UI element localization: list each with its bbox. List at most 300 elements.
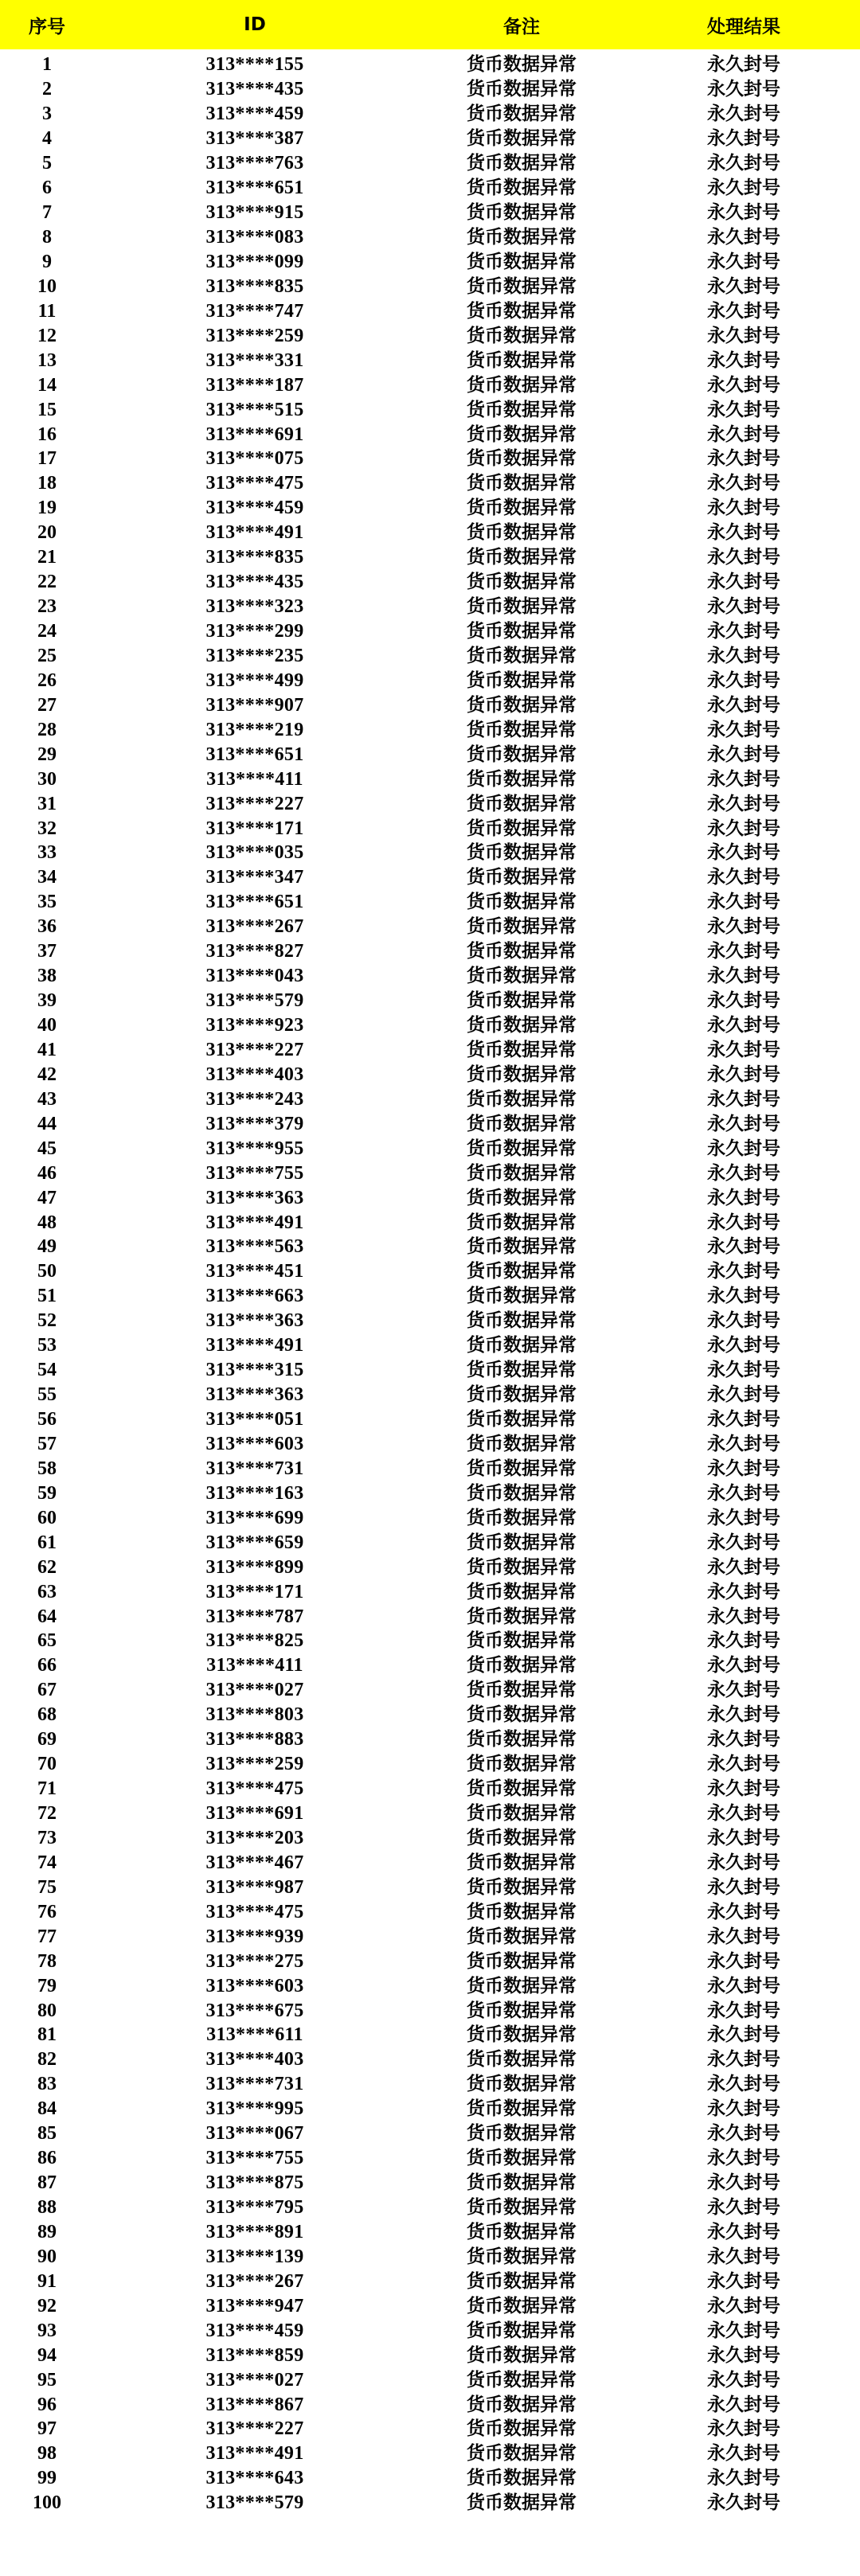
row-id: 313****259 [205, 1754, 304, 1775]
table-row [0, 1653, 860, 1678]
row-id: 313****467 [205, 1852, 304, 1873]
row-remark: 货币数据异常 [467, 1064, 577, 1085]
row-index: 37 [37, 941, 57, 962]
row-index: 58 [37, 1458, 57, 1479]
row-result: 永久封号 [707, 2074, 780, 2095]
row-result: 永久封号 [707, 1039, 780, 1060]
row-id: 313****835 [205, 547, 304, 568]
row-index: 99 [37, 2468, 57, 2489]
row-result: 永久封号 [707, 572, 780, 593]
row-remark: 货币数据异常 [467, 349, 577, 371]
row-index: 67 [37, 1680, 57, 1701]
row-result: 永久封号 [707, 1655, 780, 1676]
row-remark: 货币数据异常 [467, 103, 577, 125]
row-result: 永久封号 [707, 1852, 780, 1873]
table-row [0, 865, 860, 890]
row-index: 42 [37, 1064, 57, 1085]
row-index: 95 [37, 2369, 57, 2391]
table-row [0, 2466, 860, 2491]
row-remark: 货币数据异常 [467, 916, 577, 938]
row-result: 永久封号 [707, 2024, 780, 2046]
row-remark: 货币数据异常 [467, 990, 577, 1012]
row-remark: 货币数据异常 [467, 153, 577, 174]
row-index: 9 [42, 251, 52, 272]
table-row [0, 545, 860, 570]
row-id: 313****515 [205, 399, 304, 420]
row-index: 50 [37, 1261, 57, 1282]
row-result: 永久封号 [707, 744, 780, 765]
row-remark: 货币数据异常 [467, 2344, 577, 2366]
row-result: 永久封号 [707, 1162, 780, 1184]
table-row [0, 2244, 860, 2269]
row-id: 313****995 [205, 2098, 304, 2120]
row-index: 78 [37, 1950, 57, 1972]
table-row [0, 373, 860, 397]
table-row [0, 939, 860, 964]
row-id: 313****603 [205, 1433, 304, 1454]
row-id: 313****235 [205, 645, 304, 666]
row-index: 23 [37, 596, 57, 618]
row-id: 313****883 [205, 1729, 304, 1751]
row-index: 82 [37, 2049, 57, 2071]
row-result: 永久封号 [707, 2270, 780, 2292]
row-id: 313****563 [205, 1236, 304, 1258]
row-remark: 货币数据异常 [467, 572, 577, 593]
row-id: 313****475 [205, 1778, 304, 1800]
row-id: 313****691 [205, 1803, 304, 1825]
row-result: 永久封号 [707, 251, 780, 272]
row-result: 永久封号 [707, 423, 780, 445]
row-id: 313****435 [205, 572, 304, 593]
row-result: 永久封号 [707, 300, 780, 322]
row-id: 313****731 [205, 1458, 304, 1479]
table-row [0, 767, 860, 791]
row-result: 永久封号 [707, 1088, 780, 1110]
row-id: 313****347 [205, 867, 304, 888]
table-row [0, 2318, 860, 2343]
table-row [0, 816, 860, 841]
row-id: 313****923 [205, 1015, 304, 1036]
row-index: 13 [37, 349, 57, 371]
row-remark: 货币数据异常 [467, 1482, 577, 1504]
header-index: 序号 [29, 16, 65, 37]
row-result: 永久封号 [707, 2295, 780, 2316]
row-result: 永久封号 [707, 1754, 780, 1775]
table-row [0, 151, 860, 176]
row-remark: 货币数据异常 [467, 744, 577, 765]
row-result: 永久封号 [707, 1064, 780, 1085]
row-result: 永久封号 [707, 1310, 780, 1332]
row-result: 永久封号 [707, 768, 780, 790]
row-result: 永久封号 [707, 1138, 780, 1159]
row-index: 3 [42, 103, 52, 125]
row-index: 57 [37, 1433, 57, 1454]
row-result: 永久封号 [707, 349, 780, 371]
row-result: 永久封号 [707, 1581, 780, 1602]
row-id: 313****163 [205, 1482, 304, 1504]
row-remark: 货币数据异常 [467, 2320, 577, 2341]
row-result: 永久封号 [707, 2221, 780, 2242]
row-remark: 货币数据异常 [467, 1138, 577, 1159]
row-index: 56 [37, 1409, 57, 1430]
row-remark: 货币数据异常 [467, 2394, 577, 2415]
row-result: 永久封号 [707, 1113, 780, 1134]
row-result: 永久封号 [707, 103, 780, 125]
table-row [0, 2220, 860, 2245]
row-remark: 货币数据异常 [467, 2270, 577, 2292]
row-remark: 货币数据异常 [467, 596, 577, 618]
table-row [0, 102, 860, 127]
row-index: 17 [37, 448, 57, 470]
table-row [0, 1629, 860, 1653]
row-result: 永久封号 [707, 892, 780, 913]
row-index: 68 [37, 1704, 57, 1726]
row-remark: 货币数据异常 [467, 1433, 577, 1454]
table-row [0, 323, 860, 348]
row-index: 59 [37, 1482, 57, 1504]
row-id: 313****731 [205, 2074, 304, 2095]
row-result: 永久封号 [707, 621, 780, 642]
row-result: 永久封号 [707, 1532, 780, 1553]
row-id: 313****219 [205, 719, 304, 740]
row-result: 永久封号 [707, 2344, 780, 2366]
table-body [0, 49, 860, 2516]
table-row [0, 1407, 860, 1432]
table-row [0, 841, 860, 865]
table-row [0, 1161, 860, 1185]
table-row [0, 1777, 860, 1801]
row-result: 永久封号 [707, 596, 780, 618]
row-id: 313****787 [205, 1606, 304, 1627]
row-remark: 货币数据异常 [467, 2468, 577, 2489]
row-index: 72 [37, 1803, 57, 1825]
row-index: 47 [37, 1187, 57, 1208]
row-index: 27 [37, 694, 57, 716]
row-remark: 货币数据异常 [467, 1286, 577, 1307]
row-id: 313****651 [205, 744, 304, 765]
row-index: 10 [37, 275, 57, 297]
row-result: 永久封号 [707, 818, 780, 839]
row-index: 33 [37, 842, 57, 864]
table-row [0, 2023, 860, 2047]
row-id: 313****403 [205, 2049, 304, 2071]
row-index: 41 [37, 1039, 57, 1060]
row-result: 永久封号 [707, 1384, 780, 1406]
row-remark: 货币数据异常 [467, 227, 577, 248]
row-remark: 货币数据异常 [467, 1384, 577, 1406]
row-id: 313****227 [205, 1039, 304, 1060]
row-id: 313****663 [205, 1286, 304, 1307]
row-remark: 货币数据异常 [467, 1162, 577, 1184]
table-row [0, 1875, 860, 1899]
row-index: 6 [42, 178, 52, 199]
row-id: 313****267 [205, 2270, 304, 2292]
row-result: 永久封号 [707, 1507, 780, 1528]
table-row [0, 1309, 860, 1333]
row-index: 85 [37, 2123, 57, 2145]
row-remark: 货币数据异常 [467, 399, 577, 420]
table-row [0, 1505, 860, 1530]
row-result: 永久封号 [707, 1827, 780, 1848]
table-row [0, 77, 860, 102]
table-row [0, 1899, 860, 1924]
row-id: 313****323 [205, 596, 304, 618]
row-index: 61 [37, 1532, 57, 1553]
row-index: 39 [37, 990, 57, 1012]
table-row [0, 2146, 860, 2171]
row-remark: 货币数据异常 [467, 1803, 577, 1825]
row-id: 313****379 [205, 1113, 304, 1134]
table-row [0, 1432, 860, 1457]
row-index: 69 [37, 1729, 57, 1751]
row-index: 100 [33, 2492, 61, 2514]
row-result: 永久封号 [707, 1458, 780, 1479]
row-remark: 货币数据异常 [467, 1236, 577, 1258]
row-id: 313****187 [205, 374, 304, 396]
row-id: 313****259 [205, 325, 304, 346]
row-id: 313****825 [205, 1630, 304, 1652]
row-remark: 货币数据异常 [467, 1876, 577, 1898]
table-row [0, 1235, 860, 1259]
row-id: 313****747 [205, 300, 304, 322]
row-index: 62 [37, 1556, 57, 1578]
row-id: 313****475 [205, 473, 304, 494]
header-id: ID [244, 14, 266, 35]
table-row [0, 1924, 860, 1949]
row-id: 313****459 [205, 498, 304, 519]
table-row [0, 742, 860, 767]
row-index: 8 [42, 227, 52, 248]
row-index: 98 [37, 2443, 57, 2465]
row-remark: 货币数据异常 [467, 2492, 577, 2514]
row-id: 313****411 [206, 1655, 303, 1676]
row-result: 永久封号 [707, 325, 780, 346]
row-result: 永久封号 [707, 1729, 780, 1751]
row-index: 38 [37, 966, 57, 987]
row-id: 313****955 [205, 1138, 304, 1159]
row-index: 74 [37, 1852, 57, 1873]
row-remark: 货币数据异常 [467, 1113, 577, 1134]
row-remark: 货币数据异常 [467, 2098, 577, 2120]
row-id: 313****451 [205, 1261, 304, 1282]
row-remark: 货币数据异常 [467, 1606, 577, 1627]
row-id: 313****899 [205, 1556, 304, 1578]
table-row [0, 791, 860, 816]
row-id: 313****227 [205, 2418, 304, 2440]
row-result: 永久封号 [707, 719, 780, 740]
row-id: 313****643 [205, 2468, 304, 2489]
row-index: 32 [37, 818, 57, 839]
row-id: 313****267 [205, 916, 304, 938]
row-result: 永久封号 [707, 448, 780, 470]
row-id: 313****227 [205, 793, 304, 814]
row-result: 永久封号 [707, 79, 780, 100]
table-row [0, 2441, 860, 2466]
row-result: 永久封号 [707, 1482, 780, 1504]
row-result: 永久封号 [707, 547, 780, 568]
table-row [0, 644, 860, 669]
row-result: 永久封号 [707, 1901, 780, 1922]
row-index: 60 [37, 1507, 57, 1528]
row-result: 永久封号 [707, 374, 780, 396]
row-result: 永久封号 [707, 54, 780, 76]
row-result: 永久封号 [707, 669, 780, 691]
row-id: 313****659 [205, 1532, 304, 1553]
row-id: 313****171 [205, 1581, 304, 1602]
table-row [0, 1062, 860, 1087]
row-remark: 货币数据异常 [467, 1261, 577, 1282]
row-remark: 货币数据异常 [467, 1532, 577, 1553]
row-id: 313****051 [205, 1409, 304, 1430]
row-id: 313****579 [205, 2492, 304, 2514]
row-index: 5 [42, 153, 52, 174]
row-remark: 货币数据异常 [467, 2369, 577, 2391]
table-row [0, 1358, 860, 1383]
row-remark: 货币数据异常 [467, 2246, 577, 2267]
header-remark: 备注 [503, 16, 540, 37]
row-id: 313****675 [205, 2000, 304, 2021]
table-row [0, 1087, 860, 1111]
row-result: 永久封号 [707, 1261, 780, 1282]
row-index: 94 [37, 2344, 57, 2366]
row-id: 313****939 [205, 1926, 304, 1947]
row-result: 永久封号 [707, 1950, 780, 1972]
row-index: 34 [37, 867, 57, 888]
row-result: 永久封号 [707, 2197, 780, 2219]
row-remark: 货币数据异常 [467, 251, 577, 272]
row-id: 313****403 [205, 1064, 304, 1085]
table-row [0, 1850, 860, 1875]
row-remark: 货币数据异常 [467, 1754, 577, 1775]
row-id: 313****755 [205, 1162, 304, 1184]
table-row [0, 2392, 860, 2417]
row-remark: 货币数据异常 [467, 1655, 577, 1676]
row-index: 4 [42, 128, 52, 150]
row-result: 永久封号 [707, 399, 780, 420]
row-index: 73 [37, 1827, 57, 1848]
row-id: 313****891 [205, 2221, 304, 2242]
row-remark: 货币数据异常 [467, 1310, 577, 1332]
table-row [0, 422, 860, 447]
row-result: 永久封号 [707, 645, 780, 666]
row-result: 永久封号 [707, 1360, 780, 1381]
row-id: 313****027 [205, 2369, 304, 2391]
row-id: 313****491 [205, 2443, 304, 2465]
table-row [0, 1678, 860, 1703]
table-row [0, 2269, 860, 2293]
row-index: 66 [37, 1655, 57, 1676]
table-row [0, 1383, 860, 1407]
row-index: 65 [37, 1630, 57, 1652]
row-index: 49 [37, 1236, 57, 1258]
row-remark: 货币数据异常 [467, 694, 577, 716]
table-row [0, 1259, 860, 1284]
row-result: 永久封号 [707, 1926, 780, 1947]
row-index: 7 [42, 202, 52, 224]
row-result: 永久封号 [707, 1680, 780, 1701]
table-row [0, 1604, 860, 1629]
row-index: 16 [37, 423, 57, 445]
table-row [0, 2047, 860, 2072]
header-result: 处理结果 [707, 16, 780, 37]
row-index: 92 [37, 2295, 57, 2316]
row-id: 313****363 [205, 1187, 304, 1208]
table-row [0, 53, 860, 77]
row-remark: 货币数据异常 [467, 178, 577, 199]
row-index: 28 [37, 719, 57, 740]
row-result: 永久封号 [707, 2049, 780, 2071]
row-index: 11 [37, 300, 57, 322]
row-remark: 货币数据异常 [467, 793, 577, 814]
row-remark: 货币数据异常 [467, 1039, 577, 1060]
row-id: 313****603 [205, 1975, 304, 1996]
row-id: 313****411 [206, 768, 303, 790]
table-row [0, 2097, 860, 2121]
row-result: 永久封号 [707, 2418, 780, 2440]
row-id: 313****651 [205, 892, 304, 913]
table-row [0, 2491, 860, 2516]
row-remark: 货币数据异常 [467, 1926, 577, 1947]
row-id: 313****859 [205, 2344, 304, 2366]
row-remark: 货币数据异常 [467, 1778, 577, 1800]
row-index: 1 [42, 54, 52, 76]
table-row [0, 274, 860, 299]
row-id: 313****763 [205, 153, 304, 174]
row-remark: 货币数据异常 [467, 2418, 577, 2440]
row-index: 53 [37, 1335, 57, 1356]
row-result: 永久封号 [707, 1433, 780, 1454]
row-remark: 货币数据异常 [467, 522, 577, 544]
row-id: 313****699 [205, 1507, 304, 1528]
table-row [0, 1703, 860, 1727]
row-result: 永久封号 [707, 2492, 780, 2514]
row-remark: 货币数据异常 [467, 2443, 577, 2465]
row-id: 313****067 [205, 2123, 304, 2145]
row-index: 25 [37, 645, 57, 666]
table-row [0, 397, 860, 422]
row-remark: 货币数据异常 [467, 1015, 577, 1036]
row-remark: 货币数据异常 [467, 1581, 577, 1602]
row-id: 313****099 [205, 251, 304, 272]
row-result: 永久封号 [707, 2000, 780, 2021]
row-index: 48 [37, 1212, 57, 1233]
row-id: 313****475 [205, 1901, 304, 1922]
row-remark: 货币数据异常 [467, 719, 577, 740]
row-remark: 货币数据异常 [467, 1088, 577, 1110]
row-remark: 货币数据异常 [467, 498, 577, 519]
row-remark: 货币数据异常 [467, 275, 577, 297]
row-result: 永久封号 [707, 1630, 780, 1652]
table-row [0, 1752, 860, 1777]
row-index: 18 [37, 473, 57, 494]
row-remark: 货币数据异常 [467, 325, 577, 346]
row-id: 313****907 [205, 694, 304, 716]
row-remark: 货币数据异常 [467, 2221, 577, 2242]
row-id: 313****795 [205, 2197, 304, 2219]
row-index: 77 [37, 1926, 57, 1947]
row-id: 313****043 [205, 966, 304, 987]
row-id: 313****691 [205, 423, 304, 445]
row-index: 89 [37, 2221, 57, 2242]
table-row [0, 225, 860, 250]
row-remark: 货币数据异常 [467, 966, 577, 987]
row-remark: 货币数据异常 [467, 1458, 577, 1479]
row-id: 313****803 [205, 1704, 304, 1726]
row-remark: 货币数据异常 [467, 1729, 577, 1751]
row-id: 313****947 [205, 2295, 304, 2316]
row-remark: 货币数据异常 [467, 2074, 577, 2095]
row-index: 84 [37, 2098, 57, 2120]
